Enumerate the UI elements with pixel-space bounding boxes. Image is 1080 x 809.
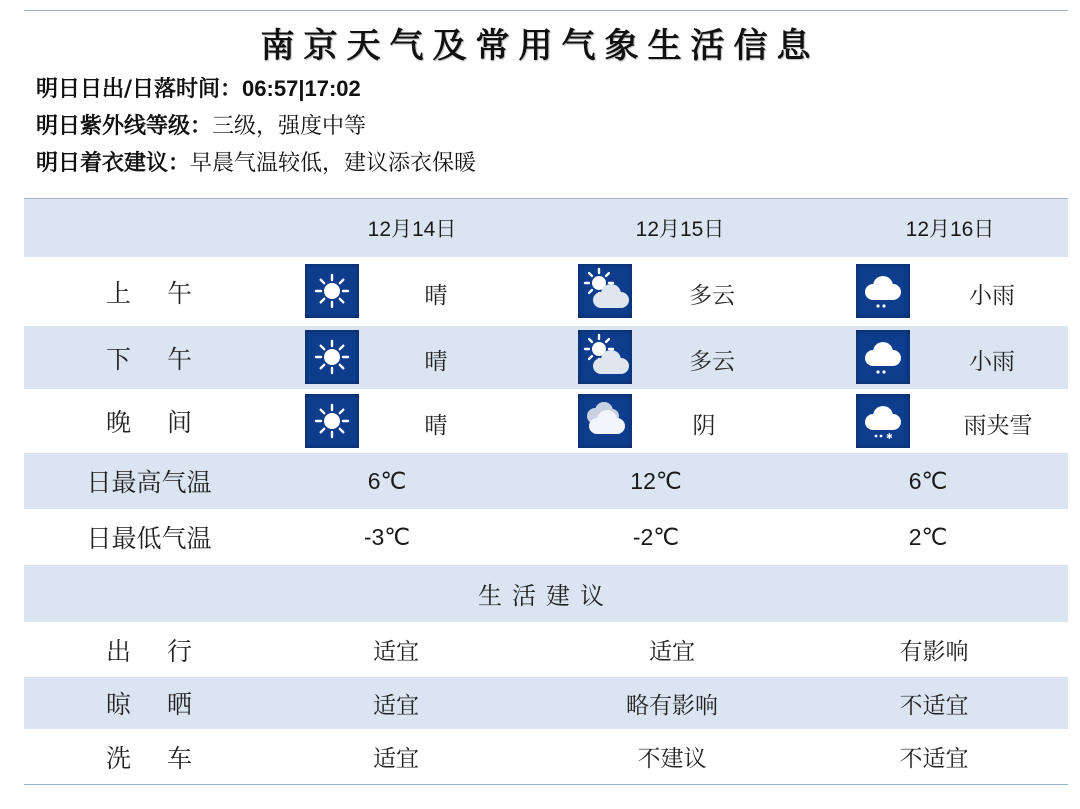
date-day2: 12月15日: [635, 218, 725, 241]
clothing-info: [36, 146, 476, 177]
uv-info: [36, 109, 366, 140]
advice-value: 有影响: [899, 639, 969, 665]
svg-text:✱: ✱: [886, 432, 893, 441]
uv-label: 明日紫外线等级：: [36, 114, 213, 139]
advice-section-row: [24, 565, 1068, 622]
weather-text: 阴: [692, 413, 716, 439]
advice-section-title: 生活建议: [478, 582, 614, 610]
sunny-icon: [305, 394, 359, 448]
date-day3: 12月16日: [905, 218, 995, 241]
sunrise-value: 06:57|17:02: [242, 76, 361, 101]
sunny-icon: [305, 330, 359, 384]
period-row-evening: [24, 389, 1068, 453]
advice-value: 适宜: [649, 639, 695, 665]
advice-value: 适宜: [373, 692, 419, 719]
low-temp-day2: -2℃: [632, 523, 680, 550]
date-day1: 12月14日: [367, 218, 457, 241]
advice-value: 适宜: [373, 746, 419, 772]
high-temp-day1: 6℃: [367, 467, 407, 494]
advice-label: 洗 车: [106, 743, 206, 773]
advice-value: 不适宜: [899, 746, 969, 772]
weather-text: 小雨: [969, 283, 1015, 309]
period-row-morning: [24, 257, 1068, 326]
low-temp-day1: -3℃: [363, 523, 411, 550]
weather-text: 多云: [689, 283, 735, 309]
period-label: 下 午: [106, 344, 206, 374]
low-temp-label: 日最低气温: [86, 524, 212, 553]
date-row: [24, 199, 1068, 257]
high-temp-row: [24, 453, 1068, 509]
low-temp-day3: 2℃: [908, 523, 948, 550]
weather-text: 晴: [424, 349, 448, 375]
weather-text: 雨夹雪: [963, 413, 1033, 439]
uv-value: 三级，强度中等: [212, 114, 367, 139]
period-label: 上 午: [106, 278, 206, 308]
advice-row-carwash: [24, 729, 1068, 784]
period-row-afternoon: [24, 326, 1068, 389]
page-title: 南京天气及常用气象生活信息: [260, 26, 820, 66]
advice-row-drying: [24, 677, 1068, 729]
partly-cloudy-icon: [578, 264, 632, 318]
sunrise-info: [36, 72, 361, 103]
top-rule: [24, 10, 1068, 11]
clothing-label: 明日着衣建议：: [36, 151, 191, 176]
high-temp-day2: 12℃: [630, 467, 682, 494]
sunny-icon: [305, 264, 359, 318]
weather-text: 小雨: [969, 349, 1015, 375]
sleet-icon: [856, 394, 910, 448]
weather-text: 多云: [689, 349, 735, 375]
advice-value: 不建议: [637, 746, 707, 772]
advice-label: 出 行: [106, 636, 206, 666]
clothing-value: 早晨气温较低，建议添衣保暖: [190, 151, 477, 176]
sunrise-label: 明日日出/日落时间：: [36, 77, 243, 102]
advice-row-travel: [24, 622, 1068, 677]
overcast-icon: [578, 394, 632, 448]
light-rain-icon: [856, 330, 910, 384]
advice-value: 适宜: [373, 639, 419, 665]
advice-label: 晾 晒: [106, 690, 206, 719]
advice-value: 略有影响: [626, 692, 718, 719]
weather-text: 晴: [424, 283, 448, 309]
light-rain-icon: [856, 264, 910, 318]
high-temp-label: 日最高气温: [86, 468, 212, 497]
advice-value: 不适宜: [899, 692, 969, 719]
low-temp-row: [24, 509, 1068, 565]
period-label: 晚 间: [106, 408, 206, 437]
weather-table: [24, 198, 1068, 785]
weather-text: 晴: [424, 413, 448, 439]
high-temp-day3: 6℃: [908, 467, 948, 494]
partly-cloudy-icon: [578, 330, 632, 384]
